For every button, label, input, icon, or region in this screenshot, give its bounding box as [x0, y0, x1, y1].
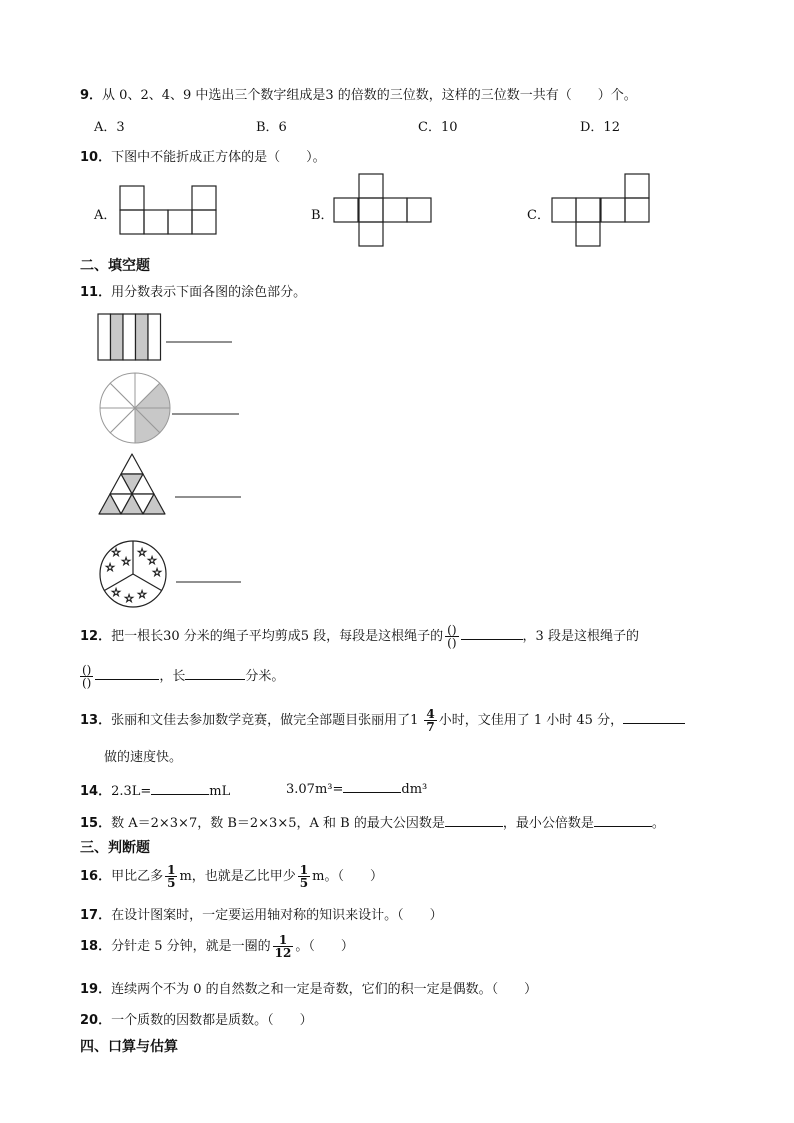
star-icon: ☆: [137, 588, 147, 601]
star-icon: ☆: [105, 561, 115, 574]
question-18: 18．分针走 5 分钟，就是一圈的 $\frac{1}{12}$ 。（ ）: [80, 933, 354, 960]
question-11: [80, 281, 306, 300]
question-text: 下图中不能折成正方体的是（ ）。: [111, 150, 326, 165]
star-icon: ☆: [111, 586, 121, 599]
net-label-c[interactable]: C．: [527, 208, 550, 223]
section-heading: 四、口算与估算: [80, 1039, 178, 1055]
net-label-b[interactable]: B．: [311, 208, 334, 223]
question-number: 9．: [80, 88, 103, 103]
cube-net-c[interactable]: [552, 174, 652, 248]
option-c[interactable]: C．10: [418, 120, 458, 135]
question-number: 18．: [80, 939, 112, 954]
question-10: [80, 146, 326, 165]
question-19: 19．连续两个不为 0 的自然数之和一定是奇数，它们的积一定是偶数。（ ）: [80, 982, 538, 997]
question-17: 17．在设计图案时，一定要运用轴对称的知识来设计。（ ）: [80, 908, 443, 923]
answer-blank[interactable]: [594, 814, 652, 827]
figure-striped-rectangle: [98, 314, 238, 362]
answer-blank[interactable]: [95, 667, 159, 680]
star-icon: ☆: [124, 592, 134, 605]
fraction: $\frac{1}{5}$: [167, 863, 176, 890]
question-13: 13．张丽和文佳去参加数学竞赛，做完全部题目张丽用了1 $\frac{4}{7}$ 小时，文佳用了 1 小时 45 分，: [80, 708, 685, 733]
question-number: 13．: [80, 713, 112, 728]
answer-blank[interactable]: [343, 780, 401, 793]
fraction: $\frac{1}{12}$: [274, 933, 292, 960]
question-number: 12．: [80, 629, 112, 644]
option-d[interactable]: D．12: [580, 120, 620, 135]
star-icon: ☆: [111, 546, 121, 559]
section-heading: 三、判断题: [80, 840, 150, 856]
question-number: 16．: [80, 869, 112, 884]
mixed-fraction: $\frac{4}{7}$: [426, 707, 435, 734]
question-number: 17．: [80, 908, 112, 923]
answer-blank[interactable]: [623, 711, 685, 724]
question-text: 用分数表示下面各图的涂色部分。: [111, 285, 307, 300]
question-15: 15．数 A＝2×3×7，数 B＝2×3×5，A 和 B 的最大公因数是 ，最小公倍数是 。: [80, 816, 665, 831]
answer-blank[interactable]: [461, 627, 523, 640]
cube-net-a[interactable]: [120, 186, 220, 236]
question-12-line2: $\frac{()}{()}$ ，长 分米。: [82, 663, 285, 690]
answer-blank[interactable]: [185, 667, 245, 680]
figure-stars-circle: [96, 540, 244, 608]
question-number: 11．: [80, 285, 112, 300]
question-number: 20．: [80, 1013, 112, 1028]
question-13-line2: 做的速度快。: [104, 750, 183, 765]
star-icon: ☆: [152, 566, 162, 579]
question-number: 10．: [80, 150, 112, 165]
cube-net-b[interactable]: [334, 174, 434, 248]
figure-circle: [98, 372, 243, 444]
question-text: 把一根长30 分米的绳子平均剪成5 段，每段是这根绳子的: [111, 629, 444, 644]
question-12: 12．把一根长30 分米的绳子平均剪成5 段，每段是这根绳子的 $\frac{()}{()}$ ，3 段是这根绳子的: [80, 623, 639, 650]
question-number: 19．: [80, 982, 112, 997]
question-text: 从 0、2、4、9 中选出三个数字组成是3 的倍数的三位数，这样的三位数一共有（ ）个。: [102, 88, 637, 103]
answer-blank[interactable]: [151, 782, 209, 795]
question-9: [80, 84, 637, 103]
star-icon: ☆: [147, 554, 157, 567]
question-14: 14．2.3L= mL: [80, 784, 231, 799]
question-14b: 3.07m³= dm³: [286, 782, 428, 797]
fraction: $\frac{()}{()}$: [82, 663, 92, 690]
question-number: 15．: [80, 816, 112, 831]
question-number: 14．: [80, 784, 112, 799]
question-20: 20．一个质数的因数都是质数。（ ）: [80, 1013, 313, 1028]
fraction: $\frac{()}{()}$: [447, 623, 457, 650]
answer-blank[interactable]: [445, 814, 503, 827]
star-icon: ☆: [121, 555, 131, 568]
section-heading: 二、填空题: [80, 258, 150, 274]
fraction: $\frac{1}{5}$: [299, 863, 309, 890]
option-a[interactable]: A．3: [94, 120, 125, 135]
figure-triangle: [95, 452, 245, 518]
star-icon: ☆: [137, 546, 147, 559]
question-text: 张丽和文佳去参加数学竞赛，做完全部题目张丽用了1: [111, 713, 419, 728]
net-label-a[interactable]: A．: [94, 208, 117, 223]
question-16: 16．甲比乙多 $\frac{1}{5}$ m，也就是乙比甲少 $\frac{1}{5}$ m。（ ）: [80, 863, 383, 890]
option-b[interactable]: B．6: [256, 120, 287, 135]
